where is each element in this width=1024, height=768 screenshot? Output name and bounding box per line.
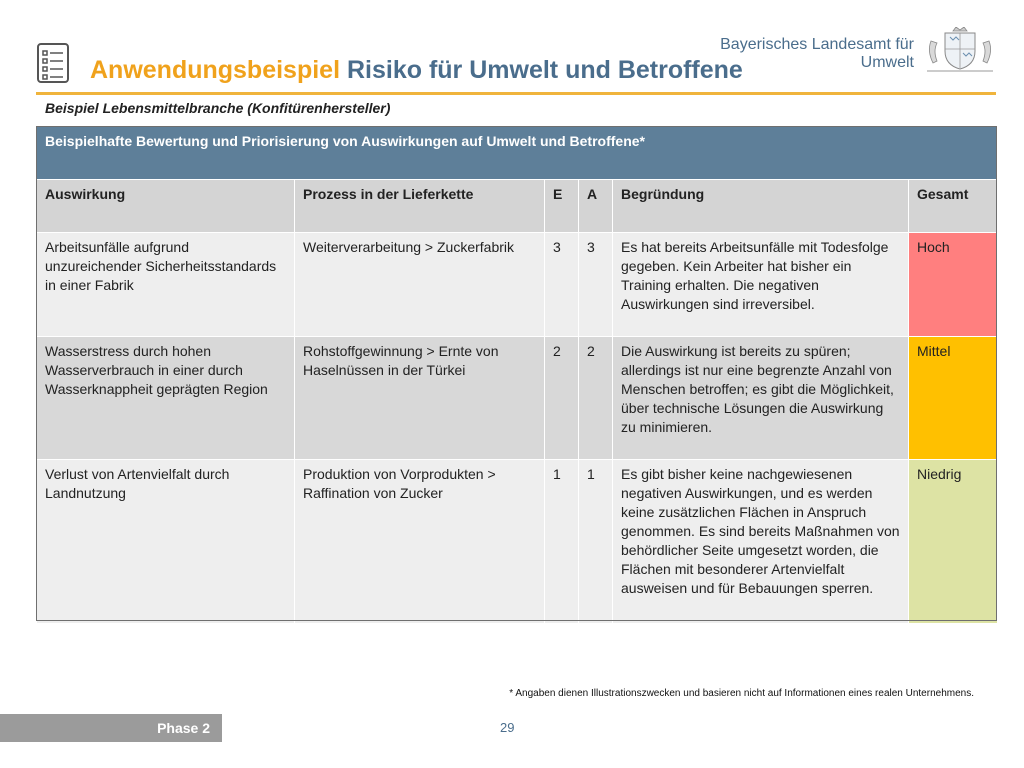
cell-gesamt-mittel: Mittel [909,337,998,460]
table-caption-row [37,127,998,180]
page-title-accent: Anwendungsbeispiel [90,56,341,84]
cell-prozess: Rohstoffgewinnung > Ernte von Haselnüssen in der Türkei [295,337,545,460]
cell-e: 2 [545,337,579,460]
cell-prozess: Produktion von Vorprodukten > Raffination von Zucker [295,460,545,624]
page-number: 29 [500,720,515,735]
cell-auswirkung: Verlust von Artenvielfalt durch Landnutzung [37,460,295,624]
cell-auswirkung: Arbeitsunfälle aufgrund unzureichender Sicherheitsstandards in einer Fabrik [37,233,295,337]
page-title-rest: Risiko für Umwelt und Betroffene [340,56,743,84]
bavarian-crest-logo [923,27,997,73]
cell-gesamt-hoch: Hoch [909,233,998,337]
title-divider [36,92,996,95]
page-title [90,56,743,85]
cell-e: 3 [545,233,579,337]
table-row [37,233,998,337]
column-header-begruendung: Begründung [613,180,909,233]
column-header-e: E [545,180,579,233]
column-header-prozess: Prozess in der Lieferkette [295,180,545,233]
cell-a: 1 [579,460,613,624]
cell-auswirkung: Wasserstress durch hohen Wasserverbrauch in einer durch Wasserknappheit geprägten Region [37,337,295,460]
brand-line-1: Bayerisches Landesamt für [720,36,914,53]
cell-a: 2 [579,337,613,460]
cell-begruendung: Es gibt bisher keine nachgewiesenen negativen Auswirkungen, und es werden keine zusätzlichen Flächen in Anspruch genommen. Es sind bereits Maßnahmen von behördlicher Seite umgesetzt worden, die Flächen mit besonderer Artenvielfalt ausweisen und für Bebauungen sperren. [613,460,909,624]
brand-name [720,36,914,72]
cell-begruendung: Die Auswirkung ist bereits zu spüren; allerdings ist nur eine begrenzte Anzahl von Menschen betroffen; es gibt die Möglichkeit, über technische Lösungen die Auswirkung zu minimieren. [613,337,909,460]
table-caption: Beispielhafte Bewertung und Priorisierung von Auswirkungen auf Umwelt und Betroffene* [37,127,998,180]
table-row [37,337,998,460]
table-row [37,460,998,624]
column-header-auswirkung: Auswirkung [37,180,295,233]
cell-begruendung: Es hat bereits Arbeitsunfälle mit Todesfolge gegeben. Kein Arbeiter hat bisher ein Training erhalten. Die negativen Auswirkungen sind irreversibel. [613,233,909,337]
cell-e: 1 [545,460,579,624]
table-header-row [37,180,998,233]
column-header-gesamt: Gesamt [909,180,998,233]
phase-label: Phase 2 [0,714,222,742]
cell-prozess: Weiterverarbeitung > Zuckerfabrik [295,233,545,337]
column-header-a: A [579,180,613,233]
page-subtitle: Beispiel Lebensmittelbranche (Konfitürenhersteller) [45,100,391,116]
footnote: * Angaben dienen Illustrationszwecken und basieren nicht auf Informationen eines realen Unternehmens. [509,688,974,699]
checklist-icon [36,42,70,84]
impact-assessment-table [36,126,998,624]
brand-line-2: Umwelt [860,54,914,71]
cell-gesamt-niedrig: Niedrig [909,460,998,624]
cell-a: 3 [579,233,613,337]
